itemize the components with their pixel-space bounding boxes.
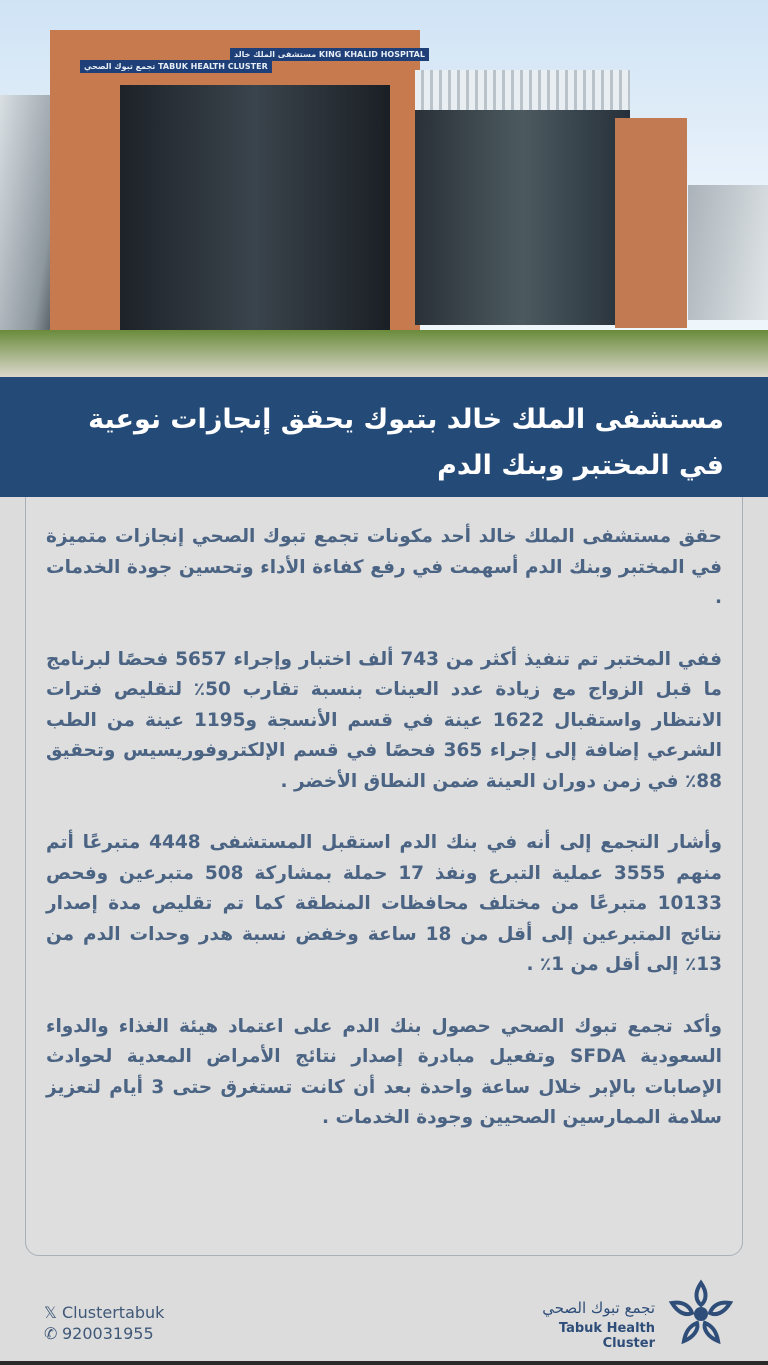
building-tower	[615, 118, 687, 328]
page-title-line-1: مستشفى الملك خالد بتبوك يحقق إنجازات نوعية	[88, 404, 724, 435]
page-title-line-2: في المختبر وبنك الدم	[437, 450, 724, 481]
logo-english: Tabuk Health Cluster	[558, 1321, 655, 1351]
landscape	[0, 330, 768, 377]
cluster-star-logo-icon	[668, 1279, 734, 1345]
phone-number: 920031955	[62, 1324, 154, 1343]
title-band	[0, 377, 768, 497]
hospital-photo	[0, 0, 768, 377]
phone-icon: ✆	[44, 1324, 58, 1343]
cluster-logo-text	[505, 1299, 655, 1351]
sign-hospital: مستشفى الملك خالد KING KHALID HOSPITAL	[230, 48, 429, 61]
building-right-wing	[688, 185, 768, 320]
x-link[interactable]	[44, 1302, 164, 1323]
paragraph: وأكد تجمع تبوك الصحي حصول بنك الدم على اعتماد هيئة الغذاء والدواء السعودية SFDA وتفعيل مبادرة إصدار نتائج الأمراض المعدية لحوادث الإصابات بالإبر خلال ساعة واحدة بعد أن كانت تستغرق حتى 3 أيام لتعزيز سلامة الممارسين الصحيين وجودة الخدمات .	[46, 1015, 722, 1128]
building-wing	[415, 110, 630, 325]
paragraph: حقق مستشفى الملك خالد أحد مكونات تجمع تبوك الصحي إنجازات متميزة في المختبر وبنك الدم أسهمت في رفع كفاءة الأداء وتحسين جودة الخدمات .	[46, 526, 722, 608]
x-logo-icon: 𝕏	[44, 1303, 57, 1322]
paragraph: ففي المختبر تم تنفيذ أكثر من 743 ألف اختبار وإجراء 5657 فحصًا لبرنامج ما قبل الزواج مع زيادة عدد العينات بنسبة تقارب 50٪ لتقليص فترات الانتظار واستقبال 1622 عينة في قسم الأنسجة و1195 عينة من الطب الشرعي إضافة إلى إجراء 365 فحصًا في قسم الإلكتروفوريسيس وتحقيق 88٪ في زمن دوران العينة ضمن النطاق الأخضر .	[46, 648, 722, 792]
x-handle: Clustertabuk	[62, 1303, 165, 1322]
phone-link[interactable]	[44, 1323, 164, 1344]
bottom-divider	[0, 1361, 768, 1365]
building-railing	[415, 70, 630, 115]
logo-arabic: تجمع تبوك الصحي	[542, 1299, 655, 1317]
article-body	[46, 522, 722, 1165]
sign-cluster: تجمع تبوك الصحي TABUK HEALTH CLUSTER	[80, 60, 272, 73]
paragraph: وأشار التجمع إلى أنه في بنك الدم استقبل المستشفى 4448 متبرعًا أتم منهم 3555 عملية التبرع ونفذ 17 حملة بمشاركة 508 متبرعين وفحص 10133 متبرعًا من مختلف محافظات المنطقة كما تم تقليص مدة إصدار نتائج المتبرعين إلى أقل من 18 ساعة وخفض نسبة هدر وحدات الدم من 13٪ إلى أقل من 1٪ .	[46, 832, 722, 975]
contact-info	[44, 1302, 164, 1344]
building-glass	[120, 85, 390, 345]
